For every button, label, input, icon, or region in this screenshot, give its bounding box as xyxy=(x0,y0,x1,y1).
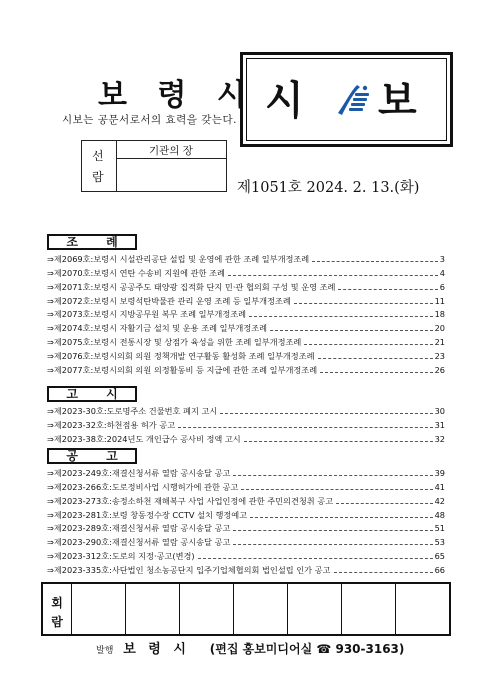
rotation-cell xyxy=(341,584,395,634)
rotation-cell xyxy=(287,584,341,634)
toc-title: ⇒제2023-335호:사단법인 청소농공단지 입주기업체협의회 법인설립 인가 공고 xyxy=(47,565,331,576)
toc-page: 23 xyxy=(434,351,445,362)
editor-contact: (편집 홍보미디어실 ☎ 930-3163) xyxy=(209,642,405,656)
city-title: 보 령 시 xyxy=(98,78,256,113)
toc-title: ⇒제2073호:보령시 지방공무원 복무 조례 일부개정조례 xyxy=(47,309,247,320)
toc-title: ⇒제2023-281호:보령 창동정수장 CCTV 설치 행정예고 xyxy=(47,509,248,520)
approval-label-line1: 선 xyxy=(92,149,104,163)
toc-page: 21 xyxy=(434,337,445,348)
toc-row[interactable] xyxy=(47,479,445,493)
publisher-name: 보 령 시 xyxy=(123,642,190,657)
toc-page: 20 xyxy=(434,323,445,334)
masthead-left: 시 xyxy=(265,78,304,124)
rotation-cell xyxy=(125,584,179,634)
toc-page: 3 xyxy=(439,253,445,264)
toc-row[interactable] xyxy=(47,417,445,431)
toc-page: 66 xyxy=(434,565,445,576)
toc-title: ⇒제2023-273호:송정소하천 재해복구 사업 사업인정에 관한 주민의견청취 공고 xyxy=(47,495,334,506)
approval-label-line2: 람 xyxy=(92,170,104,184)
rotation-label-line1: 회 xyxy=(51,596,63,610)
publisher-label: 발행 xyxy=(96,646,114,656)
toc-title: ⇒제2023-266호:도로정비사업 시행허가에 관한 공고 xyxy=(47,481,239,492)
toc-row[interactable] xyxy=(47,251,445,265)
rotation-cell xyxy=(233,584,287,634)
approval-box xyxy=(81,140,227,192)
toc-row[interactable] xyxy=(47,348,445,362)
toc-row[interactable] xyxy=(47,265,445,279)
subtitle: 시보는 공문서로서의 효력을 갖는다. xyxy=(62,114,237,126)
toc-row[interactable] xyxy=(47,548,445,562)
toc-page: 18 xyxy=(434,309,445,320)
toc-page: 51 xyxy=(434,523,445,534)
toc-page: 65 xyxy=(434,551,445,562)
toc-page: 48 xyxy=(434,509,445,520)
toc-list-ordinance xyxy=(47,251,445,376)
toc-title: ⇒제2074호:보령시 자활기금 설치 및 운용 조례 일부개정조례 xyxy=(47,323,268,334)
toc-row[interactable] xyxy=(47,507,445,521)
toc-row[interactable] xyxy=(47,534,445,548)
toc-title: ⇒제2070호:보령시 연탄 수송비 지원에 관한 조례 xyxy=(47,267,225,278)
section-header-ordinance: 조 례 xyxy=(47,234,137,250)
toc-page: 31 xyxy=(434,419,445,430)
toc-row[interactable] xyxy=(47,431,445,445)
rotation-box xyxy=(41,582,451,636)
toc-row[interactable] xyxy=(47,521,445,535)
toc-title: ⇒제2023-289호:재결신청서류 열람 공시송달 공고 xyxy=(47,523,231,534)
rotation-label-line2: 람 xyxy=(51,615,63,629)
toc-page: 53 xyxy=(434,537,445,548)
toc-page: 30 xyxy=(434,405,445,416)
toc-page: 39 xyxy=(434,467,445,478)
toc-list-announcement xyxy=(47,465,445,576)
toc-row[interactable] xyxy=(47,307,445,321)
masthead-right: 보 xyxy=(378,78,417,124)
toc-page: 41 xyxy=(434,481,445,492)
toc-row[interactable] xyxy=(47,493,445,507)
toc-title: ⇒제2023-312호:도로의 지정·공고(변경) xyxy=(47,551,195,562)
toc-page: 42 xyxy=(434,495,445,506)
toc-page: 11 xyxy=(434,295,445,306)
boryeong-city-emblem-icon xyxy=(335,81,371,117)
toc-page: 6 xyxy=(439,281,445,292)
approval-header: 기관의 장 xyxy=(149,145,193,157)
toc-title: ⇒제2023-290호:재결신청서류 열람 공시송달 공고 xyxy=(47,537,231,548)
footer xyxy=(96,638,404,657)
toc-row[interactable] xyxy=(47,293,445,307)
toc-row[interactable] xyxy=(47,334,445,348)
rotation-cell xyxy=(179,584,233,634)
toc-row[interactable] xyxy=(47,562,445,576)
toc-title: ⇒제2071호:보령시 공공주도 태양광 집적화 단지 민·관 협의회 구성 및 운영 조례 xyxy=(47,281,336,292)
toc-title: ⇒제2069호:보령시 시설관리공단 설립 및 운영에 관한 조례 일부개정조례 xyxy=(47,253,310,264)
toc-row[interactable] xyxy=(47,403,445,417)
toc-title: ⇒제2077호:보령시의회 의원 의정활동비 등 지급에 관한 조례 일부개정조례 xyxy=(47,365,318,376)
toc-title: ⇒제2023-249호:재결신청서류 열람 공시송달 공고 xyxy=(47,467,231,478)
toc-row[interactable] xyxy=(47,362,445,376)
toc-row[interactable] xyxy=(47,465,445,479)
section-header-announcement: 공 고 xyxy=(47,448,137,464)
toc-row[interactable] xyxy=(47,320,445,334)
toc-title: ⇒제2072호:보령시 보령석탄박물관 관리 운영 조례 등 일부개정조례 xyxy=(47,295,291,306)
toc-page: 4 xyxy=(439,267,445,278)
toc-row[interactable] xyxy=(47,279,445,293)
section-header-notice: 고 시 xyxy=(47,386,137,402)
rotation-cell xyxy=(72,584,125,634)
toc-list-notice xyxy=(47,403,445,445)
toc-title: ⇒제2076호:보령시의회 의원 정책개발 연구활동 활성화 조례 일부개정조례 xyxy=(47,351,315,362)
issue-number-date: 제1051호 2024. 2. 13.(화) xyxy=(237,180,420,196)
rotation-cell xyxy=(395,584,449,634)
toc-title: ⇒제2023-38호:2024년도 개인급수 공사비 정액 고시 xyxy=(47,433,241,444)
toc-page: 32 xyxy=(434,433,445,444)
toc-title: ⇒제2023-32호:하천점용 허가 공고 xyxy=(47,419,176,430)
masthead xyxy=(240,52,453,147)
toc-page: 26 xyxy=(434,365,445,376)
toc-title: ⇒제2075호:보령시 전통시장 및 상점가 육성을 위한 조례 일부개정조례 xyxy=(47,337,302,348)
toc-title: ⇒제2023-30호:도로명주소 건물번호 폐지 고시 xyxy=(47,405,218,416)
